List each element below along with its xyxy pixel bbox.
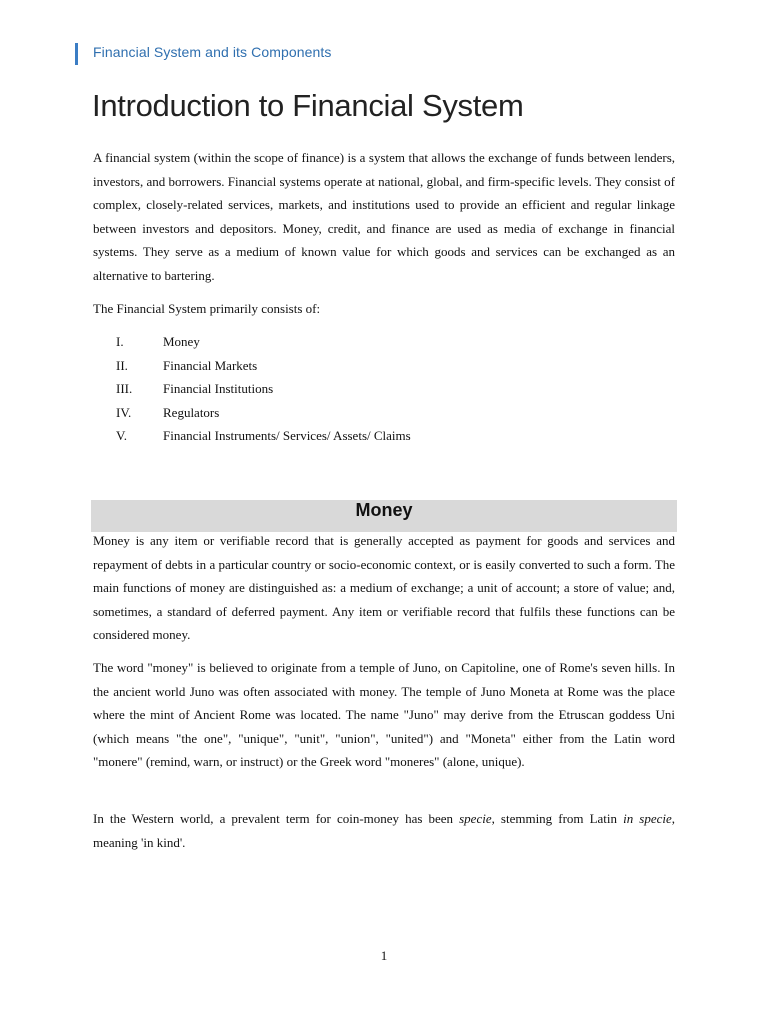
money-section-heading: Money [91, 500, 677, 532]
list-item-label: Money [163, 334, 200, 349]
money-paragraph-definition: Money is any item or verifiable record that is generally accepted as payment for goods and services and repayment of debts in a particular country or socio-economic context, or is easily converted to such a form. The main functions of money are distinguished as: a medium of exchange; a unit of account; a store of value; and, sometimes, a standard of deferred payment. Any item or verifiable record that fulfils these functions can be considered money. [93, 533, 675, 643]
specie-term: specie [459, 811, 492, 826]
list-item-number: II. [116, 357, 128, 373]
money-paragraph-specie [93, 807, 675, 854]
list-item-number: I. [116, 334, 124, 349]
specie-text-after: , meaning 'in kind'. [93, 811, 676, 850]
intro-paragraph: A financial system (within the scope of finance) is a system that allows the exchange of funds between lenders, investors, and borrowers. Financial systems operate at national, global, and firm-specific levels. They consist of complex, closely-related services, markets, and institutions used to provide an efficient and regular linkage between investors and depositors. Money, credit, and finance are used as media of exchange in financial systems. They serve as a medium of known value for which goods and services can be exchanged as an alternative to bartering. [93, 150, 675, 283]
list-item-label: Financial Instruments/ Services/ Assets/ Claims [163, 428, 411, 444]
specie-text-middle: , stemming from Latin [491, 811, 624, 826]
list-item-number: III. [116, 381, 133, 397]
list-item-number: V. [116, 428, 127, 444]
components-lead: The Financial System primarily consists of: [93, 301, 321, 316]
list-item-number: IV. [116, 404, 132, 420]
header-accent-bar [75, 43, 78, 65]
list-item-label: Financial Institutions [163, 381, 274, 397]
page-number: 1 [380, 948, 388, 963]
list-item-label: Regulators [163, 404, 220, 420]
running-header: Financial System and its Components [93, 44, 332, 60]
list-item-label: Financial Markets [163, 357, 258, 373]
specie-text-before: In the Western world, a prevalent term for coin-money has been [93, 811, 460, 826]
page-title: Introduction to Financial System [92, 88, 524, 123]
in-specie-phrase: in specie [623, 811, 672, 826]
money-paragraph-etymology: The word "money" is believed to originate from a temple of Juno, on Capitoline, one of Rome's seven hills. In the ancient world Juno was often associated with money. The temple of Juno Moneta at Rome was the place where the mint of Ancient Rome was located. The name "Juno" may derive from the Etruscan goddess Uni (which means "the one", "unique", "unit", "union", "united") and "Moneta" either from the Latin word "monere" (remind, warn, or instruct) or the Greek word "moneres" (alone, unique). [93, 660, 675, 770]
